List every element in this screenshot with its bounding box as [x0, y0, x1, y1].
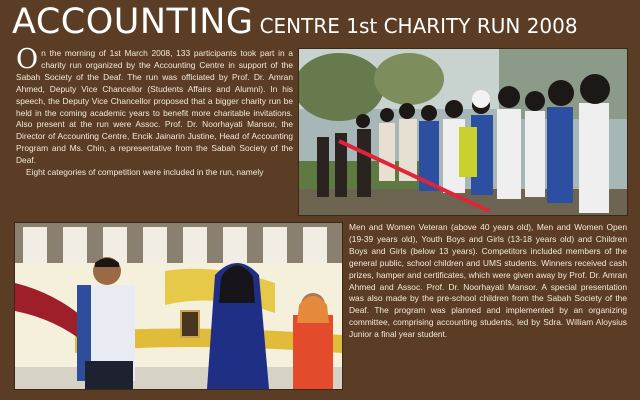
headline-main: ACCOUNTING: [12, 2, 254, 42]
headline-sub: CENTRE 1st CHARITY RUN 2008: [259, 14, 578, 38]
photo-prize-presentation: [14, 222, 343, 390]
paragraph-1-text: n the morning of 1st March 2008, 133 participants took part in a charity run organized by the Accounting Centre in support of the Sabah Society of the Deaf. The run was officiated by Prof. Dr. Amran Ahmed, Deputy Vice Chancellor (Students Affairs and Alumni). In his speech, the Deputy Vice Chancellor proposed that a bigger charity run be held in the coming academic years to benefit more charitable invitations. Also present at the run were Assoc. Prof. Dr. Noorhayati Mansor, the Director of Accounting Centre, Encik Jainarin Justine, Head of Accounting Program and Ms. Chin, a representative from the Sabah Society of the Deaf.: [16, 48, 293, 166]
paragraph-2-start: Eight categories of competition were included in the run, namely: [26, 167, 264, 178]
drop-cap: O: [16, 44, 39, 75]
article-paragraph-2: [349, 222, 627, 341]
article-paragraph-1: [16, 44, 293, 179]
photo-runners-at-start: [298, 48, 628, 216]
paragraph-2-continuation: Men and Women Veteran (above 40 years old), Men and Women Open (19-39 years old), Youth Boys and Girls (13-18 years old) and Children Boys and Girls (below 13 years). Competitors included members of the general public, school children and UMS students. Winners received cash prizes, hamper and certificates, which were given away by Prof. Dr. Amran Ahmed and Assoc. Prof. Dr. Noorhayati Mansor. A special presentation was also made by the pre-school children from the Sabah Society of the Deaf. The program was planned and implemented by an organizing committee, comprising accounting students, led by Sdra. William Aloysius Junior a final year student.: [349, 222, 627, 340]
article-headline: [12, 2, 632, 44]
